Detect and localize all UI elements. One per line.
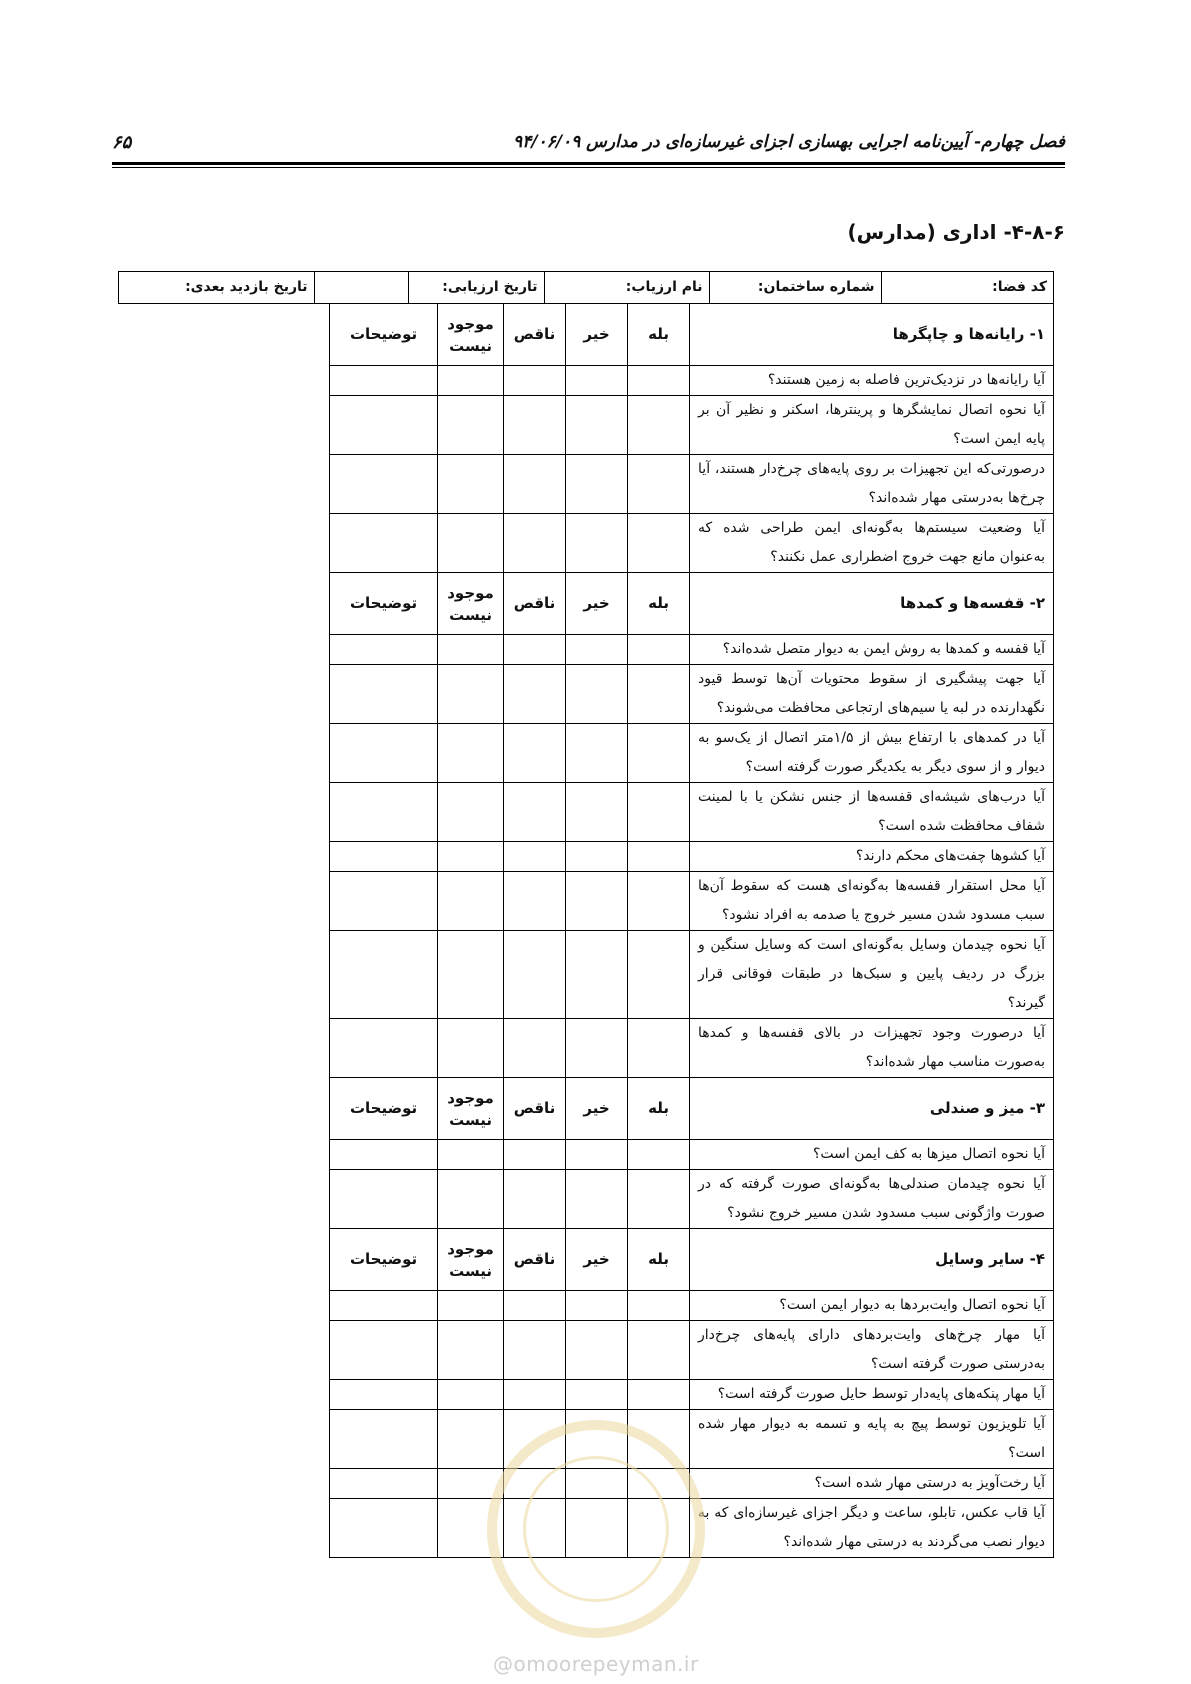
- question-text: آیا تلویزیون توسط پیچ به پایه و تسمه به دیوار مهار شده است؟: [690, 1410, 1054, 1469]
- section-header-row: [119, 1229, 1054, 1291]
- no-checkbox-cell[interactable]: [566, 455, 628, 514]
- section-heading: ۱- رایانه‌ها و چاپگرها: [690, 304, 1054, 366]
- question-text: آیا در کمدهای با ارتفاع بیش از ۱/۵متر اتصال از یک‌سو به دیوار و از سوی دیگر به یکدیگر صورت گرفته است؟: [690, 724, 1054, 783]
- not-available-checkbox-cell[interactable]: [438, 1380, 504, 1410]
- column-not-available-line1: موجود: [447, 1088, 494, 1107]
- not-available-checkbox-cell[interactable]: [438, 724, 504, 783]
- no-checkbox-cell[interactable]: [566, 396, 628, 455]
- column-yes: بله: [628, 304, 690, 366]
- question-row: [119, 783, 1054, 842]
- notes-cell[interactable]: [330, 665, 438, 724]
- column-no: خیر: [566, 304, 628, 366]
- column-notes: توضیحات: [330, 573, 438, 635]
- no-checkbox-cell[interactable]: [566, 931, 628, 1019]
- no-checkbox-cell[interactable]: [566, 514, 628, 573]
- assessment-date-label: تاریخ ارزیابی:: [408, 272, 544, 303]
- question-row: [119, 931, 1054, 1019]
- column-not-available-line2: نیست: [449, 336, 492, 355]
- question-row: [119, 1140, 1054, 1170]
- header-rule-thick: [112, 162, 1065, 165]
- incomplete-checkbox-cell[interactable]: [504, 1321, 566, 1380]
- yes-checkbox-cell[interactable]: [628, 1019, 690, 1078]
- question-row: [119, 665, 1054, 724]
- column-yes: بله: [628, 1078, 690, 1140]
- no-checkbox-cell[interactable]: [566, 1019, 628, 1078]
- yes-checkbox-cell[interactable]: [628, 1321, 690, 1380]
- yes-checkbox-cell[interactable]: [628, 665, 690, 724]
- column-notes: توضیحات: [330, 304, 438, 366]
- column-yes: بله: [628, 1229, 690, 1291]
- notes-cell[interactable]: [330, 1291, 438, 1321]
- question-text: آیا مهار چرخ‌های وایت‌بردهای دارای پایه‌های چرخ‌دار به‌درستی صورت گرفته است؟: [690, 1321, 1054, 1380]
- notes-cell[interactable]: [330, 1380, 438, 1410]
- running-header-title: فصل چهارم- آیین‌نامه اجرایی بهسازی اجزای غیرسازه‌ای در مدارس ۹۴/۰۶/۰۹: [513, 132, 1065, 152]
- question-text: آیا جهت پیشگیری از سقوط محتویات آن‌ها توسط قیود نگهدارنده در لبه یا سیم‌های ارتجاعی محافظت می‌شوند؟: [690, 665, 1054, 724]
- question-text: درصورتی‌که این تجهیزات بر روی پایه‌های چرخ‌دار هستند، آیا چرخ‌ها به‌درستی مهار شده‌اند؟: [690, 455, 1054, 514]
- yes-checkbox-cell[interactable]: [628, 366, 690, 396]
- column-incomplete: ناقص: [504, 304, 566, 366]
- notes-cell[interactable]: [330, 455, 438, 514]
- yes-checkbox-cell[interactable]: [628, 1380, 690, 1410]
- yes-checkbox-cell[interactable]: [628, 724, 690, 783]
- no-checkbox-cell[interactable]: [566, 366, 628, 396]
- checklist-table: [118, 271, 1054, 1558]
- assessor-name-label: نام ارزیاب:: [544, 272, 709, 303]
- incomplete-checkbox-cell[interactable]: [504, 872, 566, 931]
- notes-cell[interactable]: [330, 842, 438, 872]
- column-not-available: [438, 1078, 504, 1140]
- question-text: آیا نحوه چیدمان صندلی‌ها به‌گونه‌ای صورت گرفته که در صورت واژگونی سبب مسدود شدن مسیر خروج نشود؟: [690, 1170, 1054, 1229]
- question-text: آیا قاب عکس، تابلو، ساعت و دیگر اجزای غیرسازه‌ای که به دیوار نصب می‌گردند به درستی مهار شده‌اند؟: [690, 1499, 1054, 1558]
- section-heading: ۴- سایر وسایل: [690, 1229, 1054, 1291]
- incomplete-checkbox-cell[interactable]: [504, 665, 566, 724]
- column-incomplete: ناقص: [504, 1078, 566, 1140]
- incomplete-checkbox-cell[interactable]: [504, 724, 566, 783]
- space-code-label: کد فضا:: [881, 272, 1053, 303]
- question-text: آیا کشوها چفت‌های محکم دارند؟: [690, 842, 1054, 872]
- question-text: آیا محل استقرار قفسه‌ها به‌گونه‌ای هست که سقوط آن‌ها سبب مسدود شدن مسیر خروج یا صدمه به افراد نشود؟: [690, 872, 1054, 931]
- notes-cell[interactable]: [330, 1140, 438, 1170]
- question-row: [119, 872, 1054, 931]
- notes-cell[interactable]: [330, 783, 438, 842]
- question-row: [119, 396, 1054, 455]
- question-row: [119, 1170, 1054, 1229]
- column-not-available-line1: موجود: [447, 314, 494, 333]
- question-text: آیا نحوه چیدمان وسایل به‌گونه‌ای است که وسایل سنگین و بزرگ در ردیف پایین و سبک‌ها در طبقات فوقانی قرار گیرند؟: [690, 931, 1054, 1019]
- question-row: [119, 724, 1054, 783]
- column-not-available: [438, 1229, 504, 1291]
- question-row: [119, 1019, 1054, 1078]
- not-available-checkbox-cell[interactable]: [438, 931, 504, 1019]
- column-notes: توضیحات: [330, 1229, 438, 1291]
- question-row: [119, 455, 1054, 514]
- notes-cell[interactable]: [330, 724, 438, 783]
- no-checkbox-cell[interactable]: [566, 1291, 628, 1321]
- watermark-seal: [487, 1420, 705, 1638]
- not-available-checkbox-cell[interactable]: [438, 366, 504, 396]
- section-header-row: [119, 573, 1054, 635]
- incomplete-checkbox-cell[interactable]: [504, 783, 566, 842]
- yes-checkbox-cell[interactable]: [628, 455, 690, 514]
- not-available-checkbox-cell[interactable]: [438, 665, 504, 724]
- notes-cell[interactable]: [330, 1410, 438, 1469]
- notes-cell[interactable]: [330, 1170, 438, 1229]
- column-notes: توضیحات: [330, 1078, 438, 1140]
- question-text: آیا درصورت وجود تجهیزات در بالای قفسه‌ها و کمدها به‌صورت مناسب مهار شده‌اند؟: [690, 1019, 1054, 1078]
- not-available-checkbox-cell[interactable]: [438, 635, 504, 665]
- no-checkbox-cell[interactable]: [566, 783, 628, 842]
- notes-cell[interactable]: [330, 635, 438, 665]
- yes-checkbox-cell[interactable]: [628, 931, 690, 1019]
- question-row: [119, 1380, 1054, 1410]
- section-header-row: [119, 1078, 1054, 1140]
- incomplete-checkbox-cell[interactable]: [504, 455, 566, 514]
- question-text: آیا رایانه‌ها در نزدیک‌ترین فاصله به زمین هستند؟: [690, 366, 1054, 396]
- yes-checkbox-cell[interactable]: [628, 514, 690, 573]
- question-row: [119, 842, 1054, 872]
- not-available-checkbox-cell[interactable]: [438, 1170, 504, 1229]
- yes-checkbox-cell[interactable]: [628, 842, 690, 872]
- column-not-available-line2: نیست: [449, 1261, 492, 1280]
- question-row: [119, 1321, 1054, 1380]
- question-text: آیا نحوه اتصال وایت‌بردها به دیوار ایمن است؟: [690, 1291, 1054, 1321]
- column-not-available-line1: موجود: [447, 1239, 494, 1258]
- notes-cell[interactable]: [330, 1019, 438, 1078]
- yes-checkbox-cell[interactable]: [628, 635, 690, 665]
- question-text: آیا نحوه اتصال نمایشگرها و پرینترها، اسکنر و نظیر آن بر پایه ایمن است؟: [690, 396, 1054, 455]
- question-text: آیا درب‌های شیشه‌ای قفسه‌ها از جنس نشکن یا با لمینت شفاف محافظت شده است؟: [690, 783, 1054, 842]
- no-checkbox-cell[interactable]: [566, 1380, 628, 1410]
- section-heading: ۲- قفسه‌ها و کمدها: [690, 573, 1054, 635]
- column-not-available: [438, 304, 504, 366]
- not-available-checkbox-cell[interactable]: [438, 872, 504, 931]
- no-checkbox-cell[interactable]: [566, 872, 628, 931]
- column-no: خیر: [566, 1229, 628, 1291]
- not-available-checkbox-cell[interactable]: [438, 1410, 504, 1469]
- incomplete-checkbox-cell[interactable]: [504, 842, 566, 872]
- notes-cell[interactable]: [330, 872, 438, 931]
- incomplete-checkbox-cell[interactable]: [504, 931, 566, 1019]
- no-checkbox-cell[interactable]: [566, 635, 628, 665]
- no-checkbox-cell[interactable]: [566, 1321, 628, 1380]
- no-checkbox-cell[interactable]: [566, 1170, 628, 1229]
- not-available-checkbox-cell[interactable]: [438, 842, 504, 872]
- notes-cell[interactable]: [330, 1469, 438, 1499]
- not-available-checkbox-cell[interactable]: [438, 1140, 504, 1170]
- not-available-checkbox-cell[interactable]: [438, 1019, 504, 1078]
- not-available-checkbox-cell[interactable]: [438, 396, 504, 455]
- no-checkbox-cell[interactable]: [566, 665, 628, 724]
- notes-cell[interactable]: [330, 396, 438, 455]
- column-incomplete: ناقص: [504, 573, 566, 635]
- next-visit-date-label: تاریخ بازدید بعدی:: [185, 279, 308, 295]
- yes-checkbox-cell[interactable]: [628, 872, 690, 931]
- no-checkbox-cell[interactable]: [566, 1140, 628, 1170]
- column-yes: بله: [628, 573, 690, 635]
- section-title: ۴-۸-۶- اداری (مدارس): [847, 220, 1065, 244]
- column-not-available-line2: نیست: [449, 1110, 492, 1129]
- column-no: خیر: [566, 573, 628, 635]
- incomplete-checkbox-cell[interactable]: [504, 1019, 566, 1078]
- building-number-label: شماره ساختمان:: [709, 272, 881, 303]
- incomplete-checkbox-cell[interactable]: [504, 366, 566, 396]
- incomplete-checkbox-cell[interactable]: [504, 635, 566, 665]
- form-header-row: [119, 272, 1054, 304]
- question-text: آیا رخت‌آویز به درستی مهار شده است؟: [690, 1469, 1054, 1499]
- column-no: خیر: [566, 1078, 628, 1140]
- question-text: آیا مهار پنکه‌های پایه‌دار توسط حایل صورت گرفته است؟: [690, 1380, 1054, 1410]
- header-rule-thin: [112, 167, 1065, 168]
- notes-cell[interactable]: [330, 514, 438, 573]
- yes-checkbox-cell[interactable]: [628, 396, 690, 455]
- incomplete-checkbox-cell[interactable]: [504, 514, 566, 573]
- notes-cell[interactable]: [330, 931, 438, 1019]
- no-checkbox-cell[interactable]: [566, 724, 628, 783]
- yes-checkbox-cell[interactable]: [628, 783, 690, 842]
- notes-cell[interactable]: [330, 1321, 438, 1380]
- incomplete-checkbox-cell[interactable]: [504, 1291, 566, 1321]
- yes-checkbox-cell[interactable]: [628, 1170, 690, 1229]
- column-incomplete: ناقص: [504, 1229, 566, 1291]
- section-heading: ۳- میز و صندلی: [690, 1078, 1054, 1140]
- incomplete-checkbox-cell[interactable]: [504, 396, 566, 455]
- yes-checkbox-cell[interactable]: [628, 1140, 690, 1170]
- not-available-checkbox-cell[interactable]: [438, 1291, 504, 1321]
- watermark-seal-inner: [523, 1456, 669, 1602]
- question-text: آیا قفسه و کمدها به روش ایمن به دیوار متصل شده‌اند؟: [690, 635, 1054, 665]
- not-available-checkbox-cell[interactable]: [438, 455, 504, 514]
- not-available-checkbox-cell[interactable]: [438, 514, 504, 573]
- incomplete-checkbox-cell[interactable]: [504, 1380, 566, 1410]
- question-text: آیا نحوه اتصال میزها به کف ایمن است؟: [690, 1140, 1054, 1170]
- column-not-available-line2: نیست: [449, 605, 492, 624]
- incomplete-checkbox-cell[interactable]: [504, 1140, 566, 1170]
- question-row: [119, 1291, 1054, 1321]
- not-available-checkbox-cell[interactable]: [438, 1321, 504, 1380]
- question-row: [119, 366, 1054, 396]
- watermark-url: @omoorepeyman.ir: [493, 1652, 699, 1676]
- page-number: ۶۵: [112, 132, 132, 153]
- assessment-date-value[interactable]: [314, 272, 408, 303]
- column-not-available-line1: موجود: [447, 583, 494, 602]
- question-text: آیا وضعیت سیستم‌ها به‌گونه‌ای ایمن طراحی شده که به‌عنوان مانع جهت خروج اضطراری عمل نکنند؟: [690, 514, 1054, 573]
- question-row: [119, 514, 1054, 573]
- incomplete-checkbox-cell[interactable]: [504, 1170, 566, 1229]
- column-not-available: [438, 573, 504, 635]
- yes-checkbox-cell[interactable]: [628, 1291, 690, 1321]
- no-checkbox-cell[interactable]: [566, 842, 628, 872]
- question-row: [119, 635, 1054, 665]
- section-header-row: [119, 304, 1054, 366]
- notes-cell[interactable]: [330, 1499, 438, 1558]
- notes-cell[interactable]: [330, 366, 438, 396]
- not-available-checkbox-cell[interactable]: [438, 783, 504, 842]
